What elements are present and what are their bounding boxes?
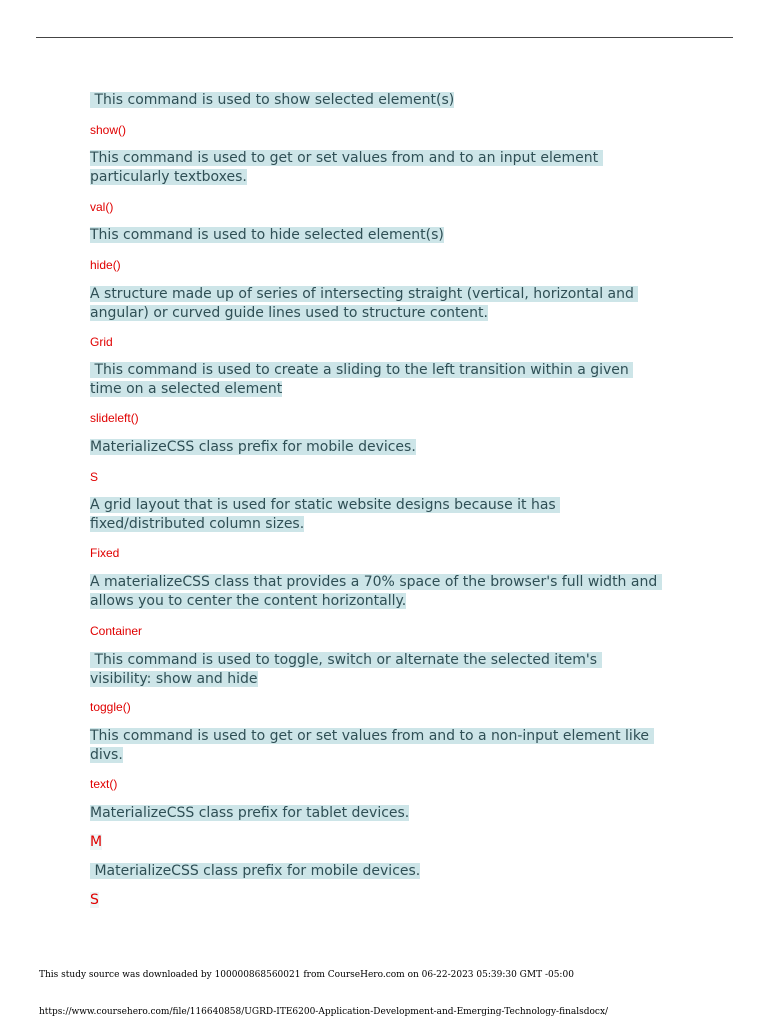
- question-text: This command is used to create a sliding to the left transition within a given time on a selected element: [90, 361, 633, 399]
- question-text: MaterializeCSS class prefix for tablet devices.: [90, 805, 410, 821]
- question-text: MaterializeCSS class prefix for mobile devices.: [90, 439, 416, 455]
- question-text: This command is used to get or set values from and to an input element particularly textboxes.: [90, 149, 603, 187]
- answer-text: toggle(): [90, 700, 131, 714]
- answer-text: val(): [90, 200, 114, 214]
- question-text: A structure made up of series of intersecting straight (vertical, horizontal and angular) or curved guide lines used to structure content.: [90, 285, 638, 323]
- question-text: This command is used to toggle, switch or alternate the selected item's visibility: show and hide: [90, 651, 602, 689]
- answer-text: Container: [90, 624, 143, 638]
- answer-text: hide(): [90, 258, 121, 272]
- question-text: A grid layout that is used for static website designs because it has fixed/distributed column sizes.: [90, 496, 560, 534]
- answer-text: Grid: [90, 335, 113, 349]
- question-text: MaterializeCSS class prefix for mobile devices.: [90, 863, 421, 879]
- answer-text: Fixed: [90, 546, 120, 560]
- question-text: This command is used to show selected element(s): [90, 92, 455, 108]
- footer-source-line: This study source was downloaded by 100000868560021 from CourseHero.com on 06-22-2023 05:39:30 GMT -05:00: [39, 970, 574, 980]
- answer-text: show(): [90, 123, 127, 137]
- question-text: A materializeCSS class that provides a 70% space of the browser's full width and allows you to center the content horizontally.: [90, 573, 662, 611]
- footer-url[interactable]: https://www.coursehero.com/file/116640858/UGRD-ITE6200-Application-Development-and-Emerging-Technology-finalsdocx/: [39, 1007, 609, 1017]
- question-text: This command is used to hide selected element(s): [90, 227, 444, 243]
- answer-text: S: [90, 470, 99, 484]
- answer-text: text(): [90, 777, 118, 791]
- answer-text: slideleft(): [90, 411, 139, 425]
- question-text: This command is used to get or set values from and to a non-input element like divs.: [90, 727, 654, 765]
- header-rule: [36, 37, 733, 38]
- answer-text: S: [90, 892, 99, 908]
- answer-text: M: [90, 834, 103, 850]
